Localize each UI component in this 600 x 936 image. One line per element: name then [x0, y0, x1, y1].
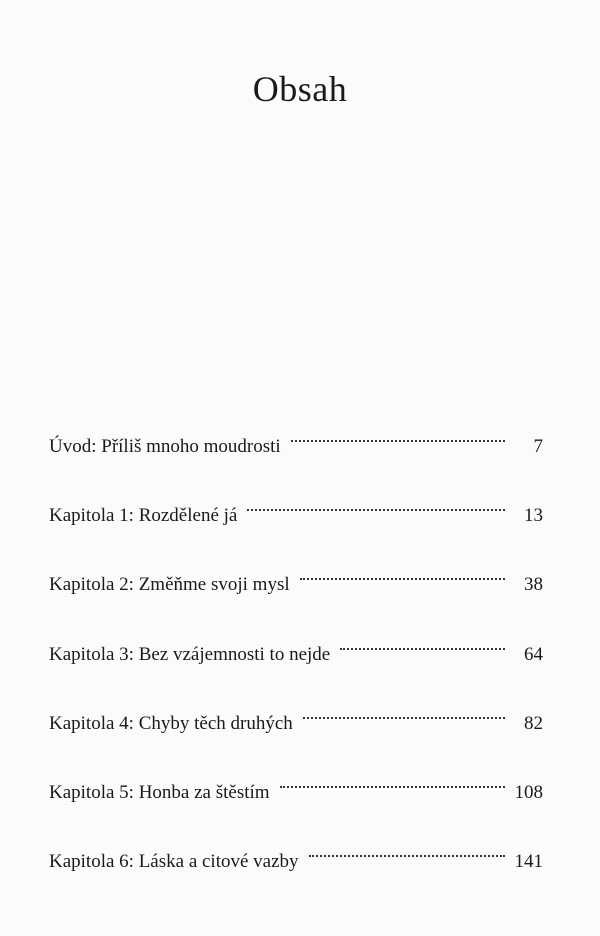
toc-entry-page: 64: [524, 643, 543, 665]
toc-entry-label: Kapitola 1: Rozdělené já: [49, 505, 238, 527]
toc-entry-chapter-1: [49, 487, 543, 527]
page-title: Obsah: [252, 69, 348, 109]
toc-entry-page: 13: [524, 505, 543, 527]
toc-entry-label: Úvod: Příliš mnoho moudrosti: [49, 436, 281, 457]
dot-leader: [340, 626, 505, 660]
toc-entry-chapter-5: [49, 764, 543, 803]
toc-entry-label: Kapitola 2: Změňme svoji mysl: [49, 574, 290, 596]
toc-entry-chapter-6: [49, 833, 543, 873]
table-of-contents: [49, 418, 543, 902]
toc-entry-label: Kapitola 6: Láska a citové vazby: [49, 851, 299, 873]
toc-entry-chapter-2: [49, 556, 543, 596]
toc-entry-page: 141: [514, 851, 543, 873]
dot-leader: [303, 695, 505, 729]
dot-leader: [247, 487, 505, 521]
toc-entry-intro: [49, 418, 543, 457]
dot-leader: [280, 764, 505, 798]
toc-entry-label: Kapitola 3: Bez vzájemnosti to nejde: [49, 643, 331, 665]
dot-leader: [291, 418, 505, 452]
dot-leader: [300, 556, 505, 590]
dot-leader: [309, 833, 505, 867]
toc-entry-label: Kapitola 4: Chyby těch druhých: [49, 712, 293, 734]
toc-entry-chapter-4: [49, 695, 543, 734]
toc-entry-page: 108: [514, 781, 543, 803]
toc-entry-page: 38: [524, 574, 543, 596]
toc-entry-page: 7: [533, 436, 543, 457]
toc-entry-page: 82: [524, 712, 543, 734]
toc-entry-label: Kapitola 5: Honba za štěstím: [49, 781, 270, 803]
toc-entry-chapter-3: [49, 626, 543, 665]
